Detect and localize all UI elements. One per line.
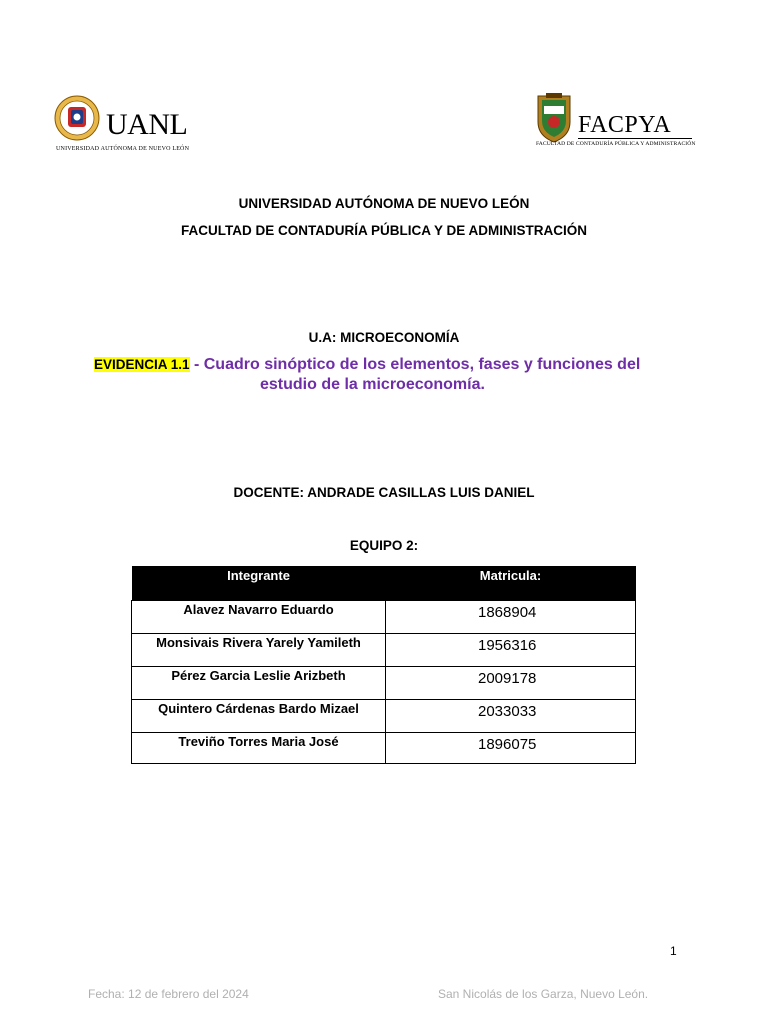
table-row (132, 634, 636, 667)
uanl-subtitle: UNIVERSIDAD AUTÓNOMA DE NUEVO LEÓN (56, 146, 190, 152)
footer-date: Fecha: 12 de febrero del 2024 (88, 987, 249, 1001)
evidence-tag: EVIDENCIA 1.1 (94, 357, 190, 372)
faculty-heading: FACULTAD DE CONTADURÍA PÚBLICA Y DE ADMINISTRACIÓN (181, 223, 587, 238)
column-header-matricula: Matricula: (386, 566, 636, 601)
table-row (132, 601, 636, 634)
table-row (132, 667, 636, 700)
team-table (131, 566, 636, 764)
member-matricula: 1956316 (386, 634, 636, 667)
column-header-integrante: Integrante (132, 566, 386, 601)
member-matricula: 1896075 (386, 733, 636, 764)
facpya-subtitle: FACULTAD DE CONTADURÍA PÚBLICA Y ADMINISTRACIÓN (536, 141, 696, 147)
member-name: Monsivais Rivera Yarely Yamileth (132, 634, 386, 667)
facpya-wordmark: FACPYA (578, 112, 672, 138)
evidence-title (94, 355, 694, 395)
footer-place: San Nicolás de los Garza, Nuevo León. (438, 987, 649, 1001)
university-heading: UNIVERSIDAD AUTÓNOMA DE NUEVO LEÓN (238, 196, 530, 211)
member-matricula: 2033033 (386, 700, 636, 733)
evidence-title-line2: estudio de la microeconomía. (260, 376, 485, 393)
member-name: Quintero Cárdenas Bardo Mizael (132, 700, 386, 733)
table-row (132, 733, 636, 764)
member-matricula: 1868904 (386, 601, 636, 634)
member-name: Pérez Garcia Leslie Arizbeth (132, 667, 386, 700)
page-number: 1 (670, 944, 677, 958)
member-matricula: 2009178 (386, 667, 636, 700)
facpya-divider (578, 138, 692, 139)
course-title: U.A: MICROECONOMÍA (308, 330, 460, 345)
uanl-wordmark: UANL (106, 108, 188, 141)
member-name: Treviño Torres Maria José (132, 733, 386, 764)
member-name: Alavez Navarro Eduardo (132, 601, 386, 634)
table-header-row (132, 566, 636, 601)
docente-label: DOCENTE: ANDRADE CASILLAS LUIS DANIEL (233, 485, 535, 500)
table-row (132, 700, 636, 733)
evidence-title-line1: - Cuadro sinóptico de los elementos, fases y funciones del (189, 356, 641, 373)
team-label: EQUIPO 2: (349, 538, 419, 553)
